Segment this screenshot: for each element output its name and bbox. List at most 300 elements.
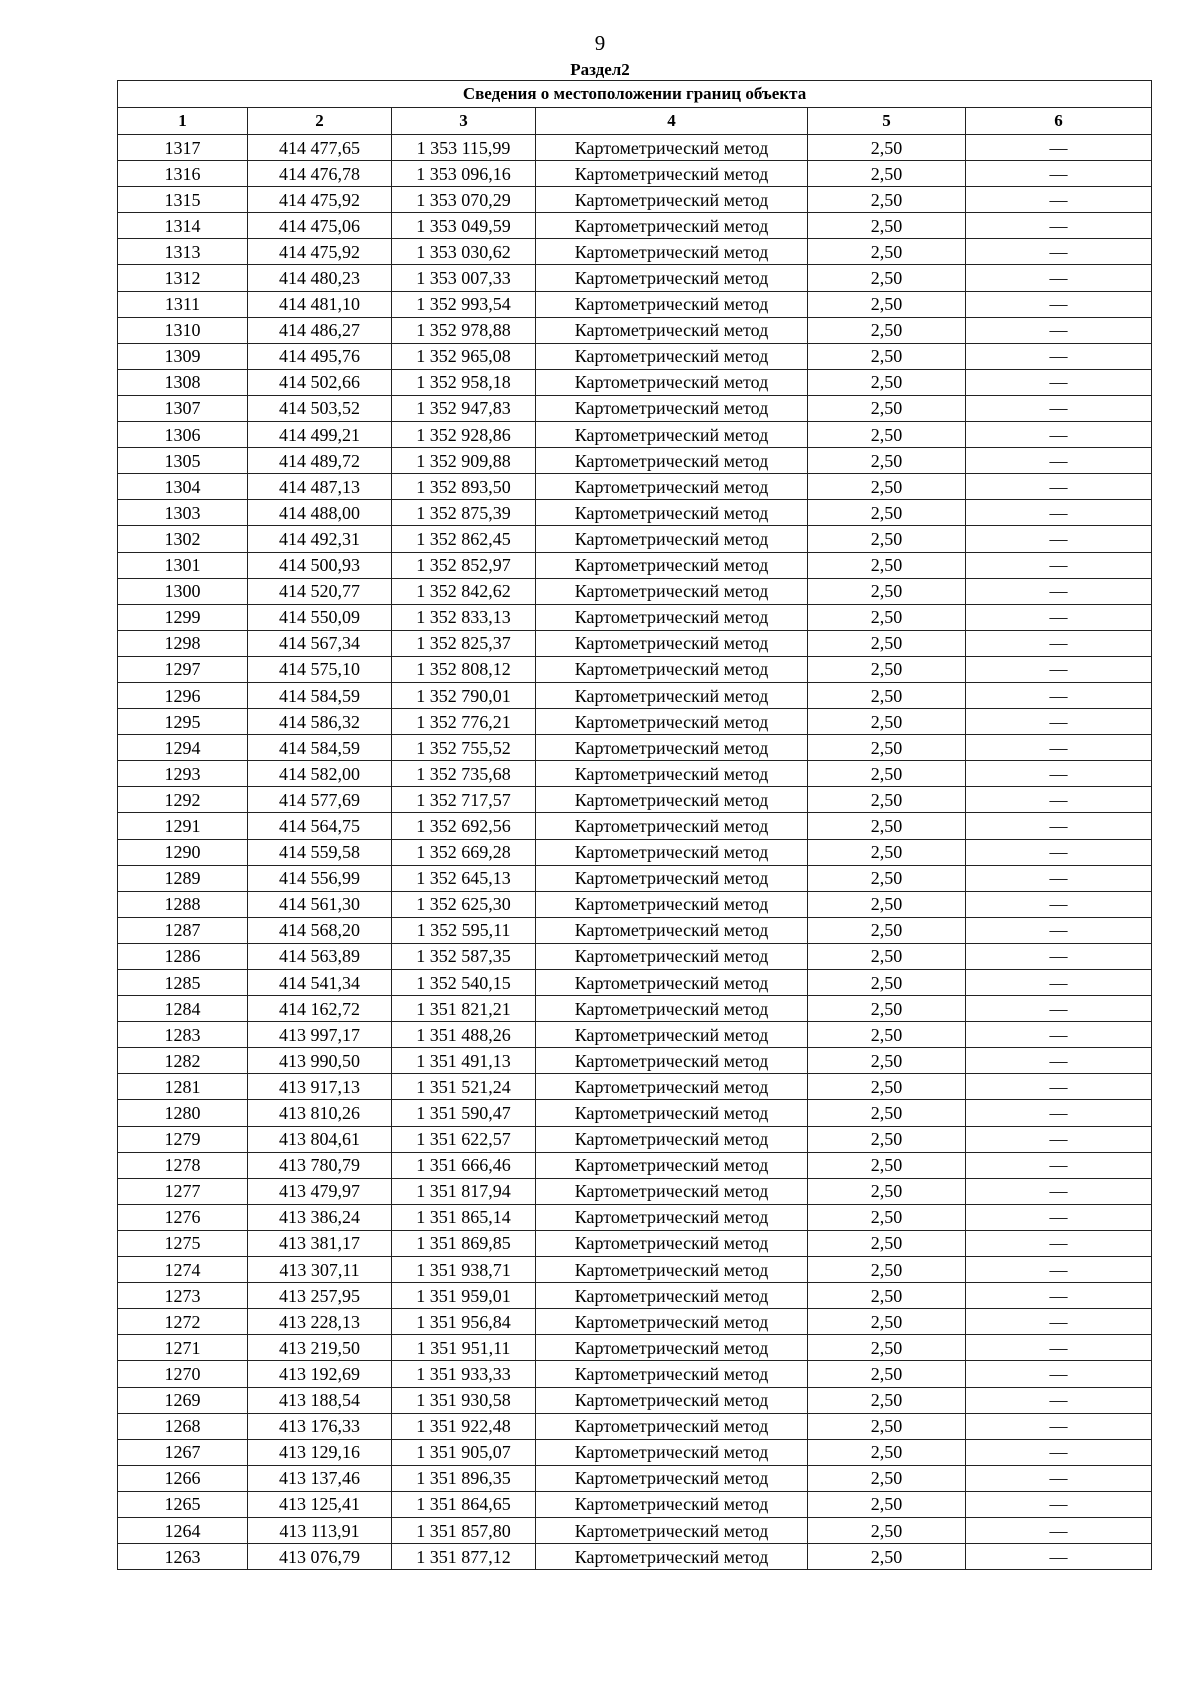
x-coordinate-cell: 414 495,76 bbox=[248, 343, 392, 369]
point-number-cell: 1279 bbox=[118, 1126, 248, 1152]
point-number-cell: 1309 bbox=[118, 343, 248, 369]
method-cell: Картометрический метод bbox=[536, 943, 808, 969]
note-cell: — bbox=[966, 735, 1152, 761]
note-cell: — bbox=[966, 213, 1152, 239]
precision-cell: 2,50 bbox=[808, 422, 966, 448]
method-cell: Картометрический метод bbox=[536, 474, 808, 500]
precision-cell: 2,50 bbox=[808, 343, 966, 369]
precision-cell: 2,50 bbox=[808, 135, 966, 161]
method-cell: Картометрический метод bbox=[536, 1335, 808, 1361]
point-number-cell: 1301 bbox=[118, 552, 248, 578]
note-cell: — bbox=[966, 1387, 1152, 1413]
method-cell: Картометрический метод bbox=[536, 891, 808, 917]
table-row bbox=[118, 682, 1152, 708]
table-row bbox=[118, 1283, 1152, 1309]
note-cell: — bbox=[966, 1283, 1152, 1309]
precision-cell: 2,50 bbox=[808, 1230, 966, 1256]
boundary-coordinates-table bbox=[117, 80, 1152, 1570]
table-row bbox=[118, 343, 1152, 369]
y-coordinate-cell: 1 351 933,33 bbox=[392, 1361, 536, 1387]
note-cell: — bbox=[966, 343, 1152, 369]
y-coordinate-cell: 1 351 666,46 bbox=[392, 1152, 536, 1178]
point-number-cell: 1267 bbox=[118, 1439, 248, 1465]
y-coordinate-cell: 1 353 030,62 bbox=[392, 239, 536, 265]
method-cell: Картометрический метод bbox=[536, 291, 808, 317]
note-cell: — bbox=[966, 474, 1152, 500]
x-coordinate-cell: 414 503,52 bbox=[248, 395, 392, 421]
method-cell: Картометрический метод bbox=[536, 500, 808, 526]
table-row bbox=[118, 213, 1152, 239]
point-number-cell: 1290 bbox=[118, 839, 248, 865]
table-row bbox=[118, 291, 1152, 317]
table-row bbox=[118, 1126, 1152, 1152]
y-coordinate-cell: 1 352 825,37 bbox=[392, 630, 536, 656]
precision-cell: 2,50 bbox=[808, 761, 966, 787]
method-cell: Картометрический метод bbox=[536, 630, 808, 656]
point-number-cell: 1315 bbox=[118, 187, 248, 213]
method-cell: Картометрический метод bbox=[536, 709, 808, 735]
x-coordinate-cell: 414 486,27 bbox=[248, 317, 392, 343]
method-cell: Картометрический метод bbox=[536, 1309, 808, 1335]
precision-cell: 2,50 bbox=[808, 1439, 966, 1465]
x-coordinate-cell: 413 192,69 bbox=[248, 1361, 392, 1387]
precision-cell: 2,50 bbox=[808, 787, 966, 813]
method-cell: Картометрический метод bbox=[536, 187, 808, 213]
note-cell: — bbox=[966, 865, 1152, 891]
table-row bbox=[118, 1257, 1152, 1283]
method-cell: Картометрический метод bbox=[536, 656, 808, 682]
point-number-cell: 1313 bbox=[118, 239, 248, 265]
note-cell: — bbox=[966, 1100, 1152, 1126]
note-cell: — bbox=[966, 239, 1152, 265]
table-row bbox=[118, 630, 1152, 656]
y-coordinate-cell: 1 351 817,94 bbox=[392, 1178, 536, 1204]
point-number-cell: 1293 bbox=[118, 761, 248, 787]
table-row bbox=[118, 1439, 1152, 1465]
precision-cell: 2,50 bbox=[808, 526, 966, 552]
point-number-cell: 1308 bbox=[118, 369, 248, 395]
precision-cell: 2,50 bbox=[808, 291, 966, 317]
x-coordinate-cell: 414 499,21 bbox=[248, 422, 392, 448]
method-cell: Картометрический метод bbox=[536, 239, 808, 265]
y-coordinate-cell: 1 352 735,68 bbox=[392, 761, 536, 787]
precision-cell: 2,50 bbox=[808, 1517, 966, 1543]
method-cell: Картометрический метод bbox=[536, 1074, 808, 1100]
table-body bbox=[118, 135, 1152, 1570]
table-caption: Сведения о местоположении границ объекта bbox=[118, 81, 1152, 108]
method-cell: Картометрический метод bbox=[536, 1465, 808, 1491]
method-cell: Картометрический метод bbox=[536, 865, 808, 891]
point-number-cell: 1302 bbox=[118, 526, 248, 552]
method-cell: Картометрический метод bbox=[536, 161, 808, 187]
table-row bbox=[118, 813, 1152, 839]
y-coordinate-cell: 1 352 965,08 bbox=[392, 343, 536, 369]
note-cell: — bbox=[966, 1309, 1152, 1335]
x-coordinate-cell: 413 113,91 bbox=[248, 1517, 392, 1543]
precision-cell: 2,50 bbox=[808, 1048, 966, 1074]
point-number-cell: 1271 bbox=[118, 1335, 248, 1361]
table-row bbox=[118, 943, 1152, 969]
y-coordinate-cell: 1 351 622,57 bbox=[392, 1126, 536, 1152]
table-row bbox=[118, 448, 1152, 474]
method-cell: Картометрический метод bbox=[536, 1204, 808, 1230]
method-cell: Картометрический метод bbox=[536, 526, 808, 552]
point-number-cell: 1316 bbox=[118, 161, 248, 187]
y-coordinate-cell: 1 352 928,86 bbox=[392, 422, 536, 448]
x-coordinate-cell: 414 586,32 bbox=[248, 709, 392, 735]
method-cell: Картометрический метод bbox=[536, 1178, 808, 1204]
point-number-cell: 1296 bbox=[118, 682, 248, 708]
note-cell: — bbox=[966, 970, 1152, 996]
column-number-6: 6 bbox=[966, 108, 1152, 135]
y-coordinate-cell: 1 352 645,13 bbox=[392, 865, 536, 891]
x-coordinate-cell: 414 481,10 bbox=[248, 291, 392, 317]
y-coordinate-cell: 1 351 922,48 bbox=[392, 1413, 536, 1439]
precision-cell: 2,50 bbox=[808, 630, 966, 656]
precision-cell: 2,50 bbox=[808, 682, 966, 708]
method-cell: Картометрический метод bbox=[536, 369, 808, 395]
x-coordinate-cell: 414 575,10 bbox=[248, 656, 392, 682]
point-number-cell: 1280 bbox=[118, 1100, 248, 1126]
note-cell: — bbox=[966, 630, 1152, 656]
method-cell: Картометрический метод bbox=[536, 1387, 808, 1413]
method-cell: Картометрический метод bbox=[536, 839, 808, 865]
y-coordinate-cell: 1 351 896,35 bbox=[392, 1465, 536, 1491]
y-coordinate-cell: 1 351 590,47 bbox=[392, 1100, 536, 1126]
y-coordinate-cell: 1 352 875,39 bbox=[392, 500, 536, 526]
point-number-cell: 1292 bbox=[118, 787, 248, 813]
y-coordinate-cell: 1 352 692,56 bbox=[392, 813, 536, 839]
note-cell: — bbox=[966, 787, 1152, 813]
x-coordinate-cell: 413 137,46 bbox=[248, 1465, 392, 1491]
column-number-2: 2 bbox=[248, 108, 392, 135]
section-title: Раздел2 bbox=[570, 60, 630, 79]
method-cell: Картометрический метод bbox=[536, 917, 808, 943]
point-number-cell: 1298 bbox=[118, 630, 248, 656]
table-row bbox=[118, 1465, 1152, 1491]
point-number-cell: 1291 bbox=[118, 813, 248, 839]
table-row bbox=[118, 917, 1152, 943]
x-coordinate-cell: 414 488,00 bbox=[248, 500, 392, 526]
y-coordinate-cell: 1 351 865,14 bbox=[392, 1204, 536, 1230]
note-cell: — bbox=[966, 578, 1152, 604]
point-number-cell: 1297 bbox=[118, 656, 248, 682]
precision-cell: 2,50 bbox=[808, 1413, 966, 1439]
x-coordinate-cell: 414 567,34 bbox=[248, 630, 392, 656]
x-coordinate-cell: 414 582,00 bbox=[248, 761, 392, 787]
point-number-cell: 1283 bbox=[118, 1022, 248, 1048]
method-cell: Картометрический метод bbox=[536, 343, 808, 369]
y-coordinate-cell: 1 352 587,35 bbox=[392, 943, 536, 969]
table-row bbox=[118, 369, 1152, 395]
table-row bbox=[118, 996, 1152, 1022]
column-number-1: 1 bbox=[118, 108, 248, 135]
method-cell: Картометрический метод bbox=[536, 1544, 808, 1570]
table-row bbox=[118, 395, 1152, 421]
note-cell: — bbox=[966, 1491, 1152, 1517]
y-coordinate-cell: 1 351 959,01 bbox=[392, 1283, 536, 1309]
x-coordinate-cell: 414 561,30 bbox=[248, 891, 392, 917]
y-coordinate-cell: 1 351 491,13 bbox=[392, 1048, 536, 1074]
y-coordinate-cell: 1 351 857,80 bbox=[392, 1517, 536, 1543]
y-coordinate-cell: 1 352 862,45 bbox=[392, 526, 536, 552]
note-cell: — bbox=[966, 291, 1152, 317]
y-coordinate-cell: 1 352 717,57 bbox=[392, 787, 536, 813]
precision-cell: 2,50 bbox=[808, 239, 966, 265]
point-number-cell: 1311 bbox=[118, 291, 248, 317]
precision-cell: 2,50 bbox=[808, 917, 966, 943]
note-cell: — bbox=[966, 135, 1152, 161]
note-cell: — bbox=[966, 604, 1152, 630]
note-cell: — bbox=[966, 1178, 1152, 1204]
point-number-cell: 1300 bbox=[118, 578, 248, 604]
x-coordinate-cell: 414 541,34 bbox=[248, 970, 392, 996]
note-cell: — bbox=[966, 317, 1152, 343]
x-coordinate-cell: 414 475,92 bbox=[248, 187, 392, 213]
precision-cell: 2,50 bbox=[808, 604, 966, 630]
method-cell: Картометрический метод bbox=[536, 135, 808, 161]
method-cell: Картометрический метод bbox=[536, 1439, 808, 1465]
note-cell: — bbox=[966, 1204, 1152, 1230]
method-cell: Картометрический метод bbox=[536, 1100, 808, 1126]
table-row bbox=[118, 761, 1152, 787]
table-row bbox=[118, 1204, 1152, 1230]
precision-cell: 2,50 bbox=[808, 1257, 966, 1283]
point-number-cell: 1272 bbox=[118, 1309, 248, 1335]
method-cell: Картометрический метод bbox=[536, 317, 808, 343]
precision-cell: 2,50 bbox=[808, 839, 966, 865]
table-row bbox=[118, 578, 1152, 604]
table-row bbox=[118, 839, 1152, 865]
precision-cell: 2,50 bbox=[808, 709, 966, 735]
point-number-cell: 1278 bbox=[118, 1152, 248, 1178]
method-cell: Картометрический метод bbox=[536, 682, 808, 708]
table-row bbox=[118, 1413, 1152, 1439]
y-coordinate-cell: 1 352 958,18 bbox=[392, 369, 536, 395]
table-row bbox=[118, 1022, 1152, 1048]
y-coordinate-cell: 1 352 808,12 bbox=[392, 656, 536, 682]
point-number-cell: 1305 bbox=[118, 448, 248, 474]
y-coordinate-cell: 1 352 540,15 bbox=[392, 970, 536, 996]
method-cell: Картометрический метод bbox=[536, 604, 808, 630]
point-number-cell: 1306 bbox=[118, 422, 248, 448]
y-coordinate-cell: 1 352 625,30 bbox=[392, 891, 536, 917]
x-coordinate-cell: 413 219,50 bbox=[248, 1335, 392, 1361]
y-coordinate-cell: 1 351 877,12 bbox=[392, 1544, 536, 1570]
table-row bbox=[118, 891, 1152, 917]
point-number-cell: 1295 bbox=[118, 709, 248, 735]
table-row bbox=[118, 1309, 1152, 1335]
method-cell: Картометрический метод bbox=[536, 1152, 808, 1178]
column-number-3: 3 bbox=[392, 108, 536, 135]
x-coordinate-cell: 413 125,41 bbox=[248, 1491, 392, 1517]
note-cell: — bbox=[966, 422, 1152, 448]
table-row bbox=[118, 970, 1152, 996]
precision-cell: 2,50 bbox=[808, 213, 966, 239]
page-number: 9 bbox=[594, 31, 606, 55]
table-row bbox=[118, 187, 1152, 213]
note-cell: — bbox=[966, 1439, 1152, 1465]
x-coordinate-cell: 414 477,65 bbox=[248, 135, 392, 161]
note-cell: — bbox=[966, 1152, 1152, 1178]
x-coordinate-cell: 413 917,13 bbox=[248, 1074, 392, 1100]
note-cell: — bbox=[966, 1230, 1152, 1256]
table-row bbox=[118, 1152, 1152, 1178]
method-cell: Картометрический метод bbox=[536, 1257, 808, 1283]
x-coordinate-cell: 414 520,77 bbox=[248, 578, 392, 604]
table-row bbox=[118, 552, 1152, 578]
table-row bbox=[118, 865, 1152, 891]
note-cell: — bbox=[966, 161, 1152, 187]
table-row bbox=[118, 422, 1152, 448]
table-row bbox=[118, 1074, 1152, 1100]
precision-cell: 2,50 bbox=[808, 500, 966, 526]
precision-cell: 2,50 bbox=[808, 1309, 966, 1335]
x-coordinate-cell: 414 584,59 bbox=[248, 682, 392, 708]
x-coordinate-cell: 414 476,78 bbox=[248, 161, 392, 187]
method-cell: Картометрический метод bbox=[536, 1048, 808, 1074]
point-number-cell: 1270 bbox=[118, 1361, 248, 1387]
point-number-cell: 1307 bbox=[118, 395, 248, 421]
method-cell: Картометрический метод bbox=[536, 787, 808, 813]
method-cell: Картометрический метод bbox=[536, 1283, 808, 1309]
precision-cell: 2,50 bbox=[808, 1126, 966, 1152]
table-row bbox=[118, 1491, 1152, 1517]
table-row bbox=[118, 656, 1152, 682]
x-coordinate-cell: 413 129,16 bbox=[248, 1439, 392, 1465]
note-cell: — bbox=[966, 500, 1152, 526]
point-number-cell: 1314 bbox=[118, 213, 248, 239]
y-coordinate-cell: 1 351 930,58 bbox=[392, 1387, 536, 1413]
point-number-cell: 1288 bbox=[118, 891, 248, 917]
precision-cell: 2,50 bbox=[808, 1387, 966, 1413]
precision-cell: 2,50 bbox=[808, 1022, 966, 1048]
table-row bbox=[118, 500, 1152, 526]
table-header bbox=[118, 81, 1152, 135]
table-row bbox=[118, 604, 1152, 630]
x-coordinate-cell: 414 162,72 bbox=[248, 996, 392, 1022]
precision-cell: 2,50 bbox=[808, 1335, 966, 1361]
precision-cell: 2,50 bbox=[808, 1074, 966, 1100]
precision-cell: 2,50 bbox=[808, 448, 966, 474]
table-row bbox=[118, 1178, 1152, 1204]
precision-cell: 2,50 bbox=[808, 1178, 966, 1204]
x-coordinate-cell: 413 076,79 bbox=[248, 1544, 392, 1570]
method-cell: Картометрический метод bbox=[536, 1361, 808, 1387]
caption-row bbox=[118, 81, 1152, 108]
point-number-cell: 1273 bbox=[118, 1283, 248, 1309]
note-cell: — bbox=[966, 1517, 1152, 1543]
x-coordinate-cell: 413 997,17 bbox=[248, 1022, 392, 1048]
note-cell: — bbox=[966, 1126, 1152, 1152]
point-number-cell: 1303 bbox=[118, 500, 248, 526]
precision-cell: 2,50 bbox=[808, 891, 966, 917]
y-coordinate-cell: 1 353 115,99 bbox=[392, 135, 536, 161]
x-coordinate-cell: 414 584,59 bbox=[248, 735, 392, 761]
precision-cell: 2,50 bbox=[808, 1544, 966, 1570]
method-cell: Картометрический метод bbox=[536, 448, 808, 474]
y-coordinate-cell: 1 351 951,11 bbox=[392, 1335, 536, 1361]
table-row bbox=[118, 526, 1152, 552]
y-coordinate-cell: 1 352 993,54 bbox=[392, 291, 536, 317]
y-coordinate-cell: 1 352 893,50 bbox=[392, 474, 536, 500]
precision-cell: 2,50 bbox=[808, 317, 966, 343]
table-row bbox=[118, 1048, 1152, 1074]
y-coordinate-cell: 1 351 521,24 bbox=[392, 1074, 536, 1100]
table-row bbox=[118, 1544, 1152, 1570]
x-coordinate-cell: 414 556,99 bbox=[248, 865, 392, 891]
precision-cell: 2,50 bbox=[808, 996, 966, 1022]
note-cell: — bbox=[966, 395, 1152, 421]
y-coordinate-cell: 1 352 947,83 bbox=[392, 395, 536, 421]
note-cell: — bbox=[966, 813, 1152, 839]
table-row bbox=[118, 265, 1152, 291]
point-number-cell: 1263 bbox=[118, 1544, 248, 1570]
y-coordinate-cell: 1 352 669,28 bbox=[392, 839, 536, 865]
method-cell: Картометрический метод bbox=[536, 1491, 808, 1517]
method-cell: Картометрический метод bbox=[536, 735, 808, 761]
note-cell: — bbox=[966, 996, 1152, 1022]
note-cell: — bbox=[966, 369, 1152, 395]
x-coordinate-cell: 414 577,69 bbox=[248, 787, 392, 813]
x-coordinate-cell: 414 564,75 bbox=[248, 813, 392, 839]
x-coordinate-cell: 413 780,79 bbox=[248, 1152, 392, 1178]
note-cell: — bbox=[966, 1413, 1152, 1439]
x-coordinate-cell: 413 381,17 bbox=[248, 1230, 392, 1256]
precision-cell: 2,50 bbox=[808, 943, 966, 969]
precision-cell: 2,50 bbox=[808, 1465, 966, 1491]
method-cell: Картометрический метод bbox=[536, 1413, 808, 1439]
y-coordinate-cell: 1 353 096,16 bbox=[392, 161, 536, 187]
point-number-cell: 1282 bbox=[118, 1048, 248, 1074]
table-row bbox=[118, 1335, 1152, 1361]
note-cell: — bbox=[966, 187, 1152, 213]
method-cell: Картометрический метод bbox=[536, 761, 808, 787]
x-coordinate-cell: 414 563,89 bbox=[248, 943, 392, 969]
note-cell: — bbox=[966, 552, 1152, 578]
precision-cell: 2,50 bbox=[808, 813, 966, 839]
point-number-cell: 1284 bbox=[118, 996, 248, 1022]
table-row bbox=[118, 1230, 1152, 1256]
method-cell: Картометрический метод bbox=[536, 1230, 808, 1256]
table-row bbox=[118, 135, 1152, 161]
note-cell: — bbox=[966, 448, 1152, 474]
table-row bbox=[118, 787, 1152, 813]
note-cell: — bbox=[966, 682, 1152, 708]
x-coordinate-cell: 414 475,92 bbox=[248, 239, 392, 265]
point-number-cell: 1266 bbox=[118, 1465, 248, 1491]
table-row bbox=[118, 1517, 1152, 1543]
y-coordinate-cell: 1 352 909,88 bbox=[392, 448, 536, 474]
x-coordinate-cell: 413 257,95 bbox=[248, 1283, 392, 1309]
note-cell: — bbox=[966, 1022, 1152, 1048]
x-coordinate-cell: 413 307,11 bbox=[248, 1257, 392, 1283]
precision-cell: 2,50 bbox=[808, 1491, 966, 1517]
precision-cell: 2,50 bbox=[808, 970, 966, 996]
column-number-5: 5 bbox=[808, 108, 966, 135]
note-cell: — bbox=[966, 656, 1152, 682]
x-coordinate-cell: 414 487,13 bbox=[248, 474, 392, 500]
x-coordinate-cell: 414 502,66 bbox=[248, 369, 392, 395]
y-coordinate-cell: 1 352 833,13 bbox=[392, 604, 536, 630]
y-coordinate-cell: 1 351 869,85 bbox=[392, 1230, 536, 1256]
precision-cell: 2,50 bbox=[808, 265, 966, 291]
y-coordinate-cell: 1 351 864,65 bbox=[392, 1491, 536, 1517]
method-cell: Картометрический метод bbox=[536, 970, 808, 996]
precision-cell: 2,50 bbox=[808, 161, 966, 187]
table-row bbox=[118, 239, 1152, 265]
precision-cell: 2,50 bbox=[808, 1152, 966, 1178]
